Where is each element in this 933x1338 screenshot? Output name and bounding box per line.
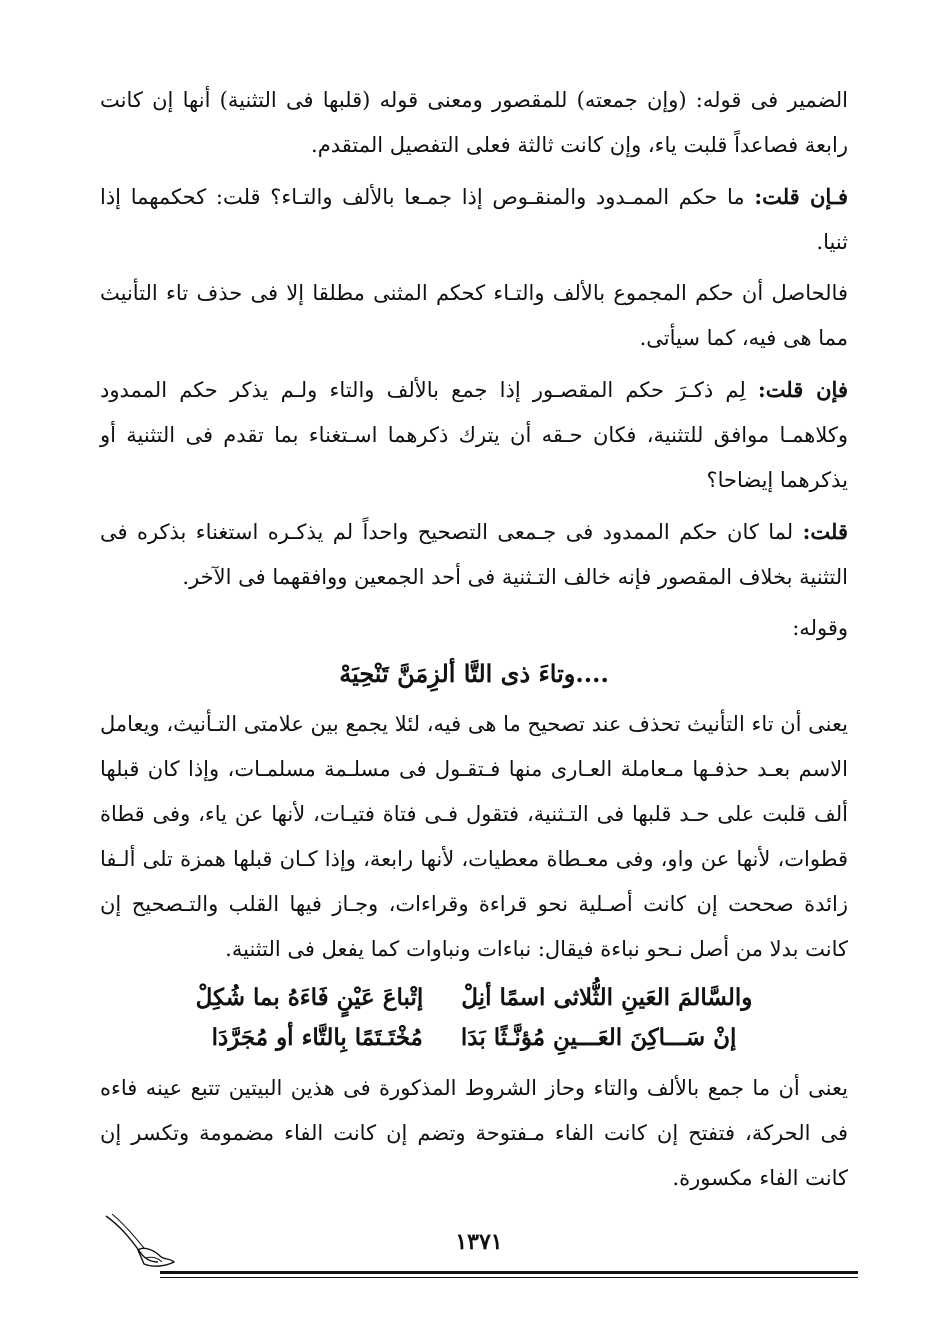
paragraph-text: لما كان حكم الممدود فى جـمعى التصحيح واحداً لم يذكـره استغناء بذكره فى التثنية بخلاف المقصور فإنه خالف التـثنية فى أحد الجمعين ووافقهما فى الآخر. [100, 520, 848, 589]
page-footer [100, 1225, 858, 1285]
poem-verses [100, 978, 848, 1066]
verse-quote: ....وتاءَ ذى التَّا ألزِمَنَّ تَنْحِيَهْ [339, 659, 609, 688]
verse-hemistich: مُخْتَـتَمًا بِالتَّاء أو مُجَرَّدَا [211, 1024, 423, 1051]
paragraph-text: ما حكم الممـدود والمنقـوص إذا جمـعا بالألف والتـاء؟ قلت: كحكمهما إذا ثنيا. [100, 185, 848, 254]
quote-intro: وقوله: [792, 616, 848, 640]
verse-hemistich: والسَّالمَ العَينِ الثُّلاثى اسمًا أنِلْ [461, 984, 753, 1011]
paragraph: يعنى أن ما جمع بالألف والتاء وحاز الشروط المذكورة فى هذين البيتين تتبع عينه فاءه فى الحركة، فتفتح إن كانت الفاء مـفتوحة وتضم إن كانت الفاء مضمومة وتكسر إن كانت الفاء مكسورة. [100, 1076, 848, 1190]
paragraph [100, 174, 848, 265]
verse-line [100, 978, 848, 1018]
verse-hemistich: إتْباعَ عَيْنٍ فَاءَهُ بما شُكِلْ [195, 984, 424, 1011]
page-number: ١٣٧١ [455, 1229, 503, 1255]
paragraph: يعنى أن تاء التأنيث تحذف عند تصحيح ما هى فيه، لئلا يجمع بين علامتى التـأنيث، ويعامل الاسم بعـد حذفـها مـعاملة العـارى منها فـتقـول فى مسلـمة مسلمـات، وإذا كان قبلها ألف قلبت على حـد قلبها فى التـثنية، فتقول فـى فتاة فتيـات، لأنها عن ياء، وفى قطاة قطوات، لأنها عن واو، وفى معـطاة معطيات، لأنها رابعة، وإذا كـان قبلها همزة تلى ألـفا زائدة صححت إن كانت أصـلية نحو قراءة وقراءات، وجـاز فيها القلب والتـصحيح إن كانت بدلا من أصل نـحو نباءة فيقال: نباءات ونباوات كما يفعل فى التثنية. [100, 712, 848, 961]
paragraph-lead: فإن قلت: [757, 377, 848, 402]
paragraph-text: لِم ذكـرَ حكم المقصـور إذا جمع بالألف والتاء ولـم يذكر حكم الممدود وكلاهمـا موافق للتثنية، فكان حـقه أن يترك ذكرهما اسـتغناء بما تقدم فى التثنية أو يذكرهما إيضاحا؟ [100, 378, 848, 492]
paragraph [100, 509, 848, 600]
paragraph: فالحاصل أن حكم المجموع بالألف والتـاء كحكم المثنى مطلقا إلا فى حذف تاء التأنيث مما هى فيه، كما سيأتى. [100, 281, 848, 350]
page-body [100, 78, 848, 1207]
paragraph-lead: فـإن قلت: [754, 184, 849, 209]
paragraph-lead: قلت: [802, 519, 848, 544]
verse-line [100, 1018, 848, 1058]
footer-rule [160, 1271, 858, 1274]
paragraph: الضمير فى قوله: (وإن جمعته) للمقصور ومعنى قوله (قلبها فى التثنية) أنها إن كانت رابعة فصاعداً قلبت ياء، وإن كانت ثالثة فعلى التفصيل المتقدم. [100, 88, 848, 157]
verse-hemistich: إنْ سَـــاكِنَ العَـــينِ مُؤنَّـثًا بَدَا [460, 1024, 737, 1051]
paragraph [100, 367, 848, 503]
footer-rule-thin [160, 1277, 858, 1278]
